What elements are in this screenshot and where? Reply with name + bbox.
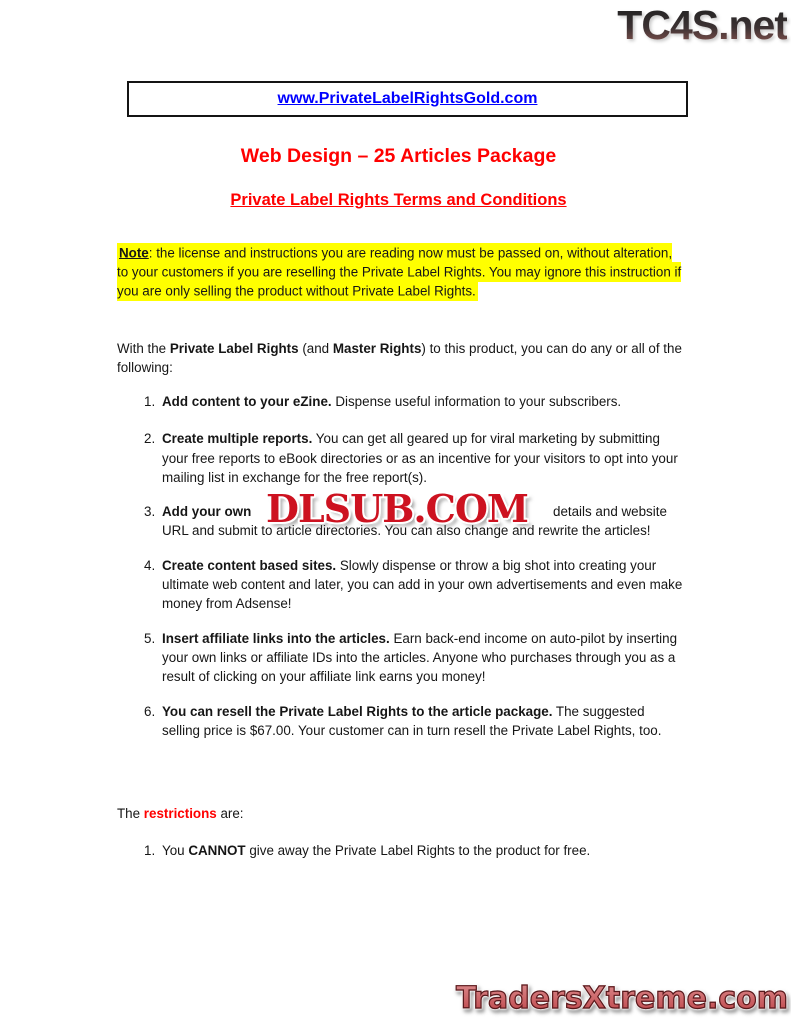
dlsub-watermark: DLSUB.COM — [265, 486, 528, 531]
restr-item-post: give away the Private Label Rights to the product for free. — [245, 843, 591, 858]
list-number: 1. — [144, 394, 156, 409]
list-item — [117, 429, 685, 487]
list-item — [117, 392, 685, 411]
item-body: You can get all geared up for viral marketing by submitting your free reports to eBook directories or as an incentive for your visitors to opt into your mailing list in exchange for the free report(s). — [162, 431, 678, 485]
list-item-text — [162, 392, 685, 411]
tradersxtreme-logo: TradersXtreme.com — [456, 978, 788, 1020]
highlighted-note — [117, 243, 681, 301]
intro-post: ) to this product, you can do any or all of the following: — [117, 341, 682, 376]
benefits-list — [117, 392, 685, 755]
restr-item-bold: CANNOT — [188, 843, 246, 858]
note-text: : the license and instructions you are reading now must be passed on, without alteration, to your customers if you are reselling the Private Label Rights. You may ignore this instruction if you are only selling the product without Private Label Rights. — [117, 245, 682, 299]
tc4s-logo: TC4S.net — [617, 2, 787, 48]
list-item-text — [162, 429, 685, 487]
url-box — [127, 81, 688, 117]
list-item-text — [162, 556, 685, 614]
restr-post: are: — [216, 806, 244, 821]
item-body: The suggested selling price is $67.00. Your customer can in turn resell the Private Label Rights, too. — [162, 703, 662, 738]
list-item — [117, 702, 685, 741]
list-number: 5. — [144, 630, 156, 646]
item-lead: Insert affiliate links into the articles. — [162, 630, 390, 646]
intro-mid: (and — [298, 341, 333, 356]
item-lead: You can resell the Private Label Rights to the article package. — [162, 703, 553, 719]
list-item-text — [162, 702, 685, 741]
item-body: Slowly dispense or throw a big shot into creating your ultimate web content and later, you can add in your own advertisements and even make money from Adsense! — [162, 557, 683, 612]
list-item — [117, 556, 685, 614]
list-item — [117, 841, 685, 860]
list-number: 1. — [144, 843, 156, 858]
list-item-text — [162, 841, 685, 860]
item-body: Dispense useful information to your subscribers. — [331, 394, 622, 409]
item-body: details and website URL and submit to article directories. You can also change and rewrite the articles! — [162, 504, 667, 539]
item-lead: Create multiple reports. — [162, 431, 313, 447]
page-subtitle: Private Label Rights Terms and Conditions — [230, 191, 567, 209]
item-lead: Add your own — [162, 504, 252, 520]
list-number: 6. — [144, 703, 156, 719]
restr-item-pre: You — [162, 843, 189, 858]
item-lead: Add content to your eZine. — [162, 394, 332, 409]
intro-bold-mr: Master Rights — [332, 341, 422, 356]
intro-pre: With the — [117, 341, 170, 356]
item-body: Earn back-end income on auto-pilot by inserting your own links or affiliate IDs into the articles. Anyone who purchases through you as a result of clicking on your affiliate link earns you money! — [162, 630, 678, 685]
restrictions-heading — [117, 804, 683, 823]
note-paragraph — [117, 243, 683, 301]
restrictions-list — [117, 841, 685, 875]
item-lead: Create content based sites. — [162, 557, 337, 573]
url-link[interactable]: www.PrivateLabelRightsGold.com — [277, 90, 538, 107]
restrictions-word: restrictions — [143, 806, 217, 821]
restr-pre: The — [117, 806, 144, 821]
list-number: 3. — [144, 504, 156, 520]
list-number: 4. — [144, 557, 156, 573]
intro-bold-plr: Private Label Rights — [169, 341, 299, 356]
list-item-text — [162, 629, 685, 687]
list-item — [117, 629, 685, 687]
intro-paragraph — [117, 339, 683, 378]
note-label: Note — [119, 245, 149, 260]
list-number: 2. — [144, 431, 156, 447]
page-title: Web Design – 25 Articles Package — [240, 145, 557, 167]
